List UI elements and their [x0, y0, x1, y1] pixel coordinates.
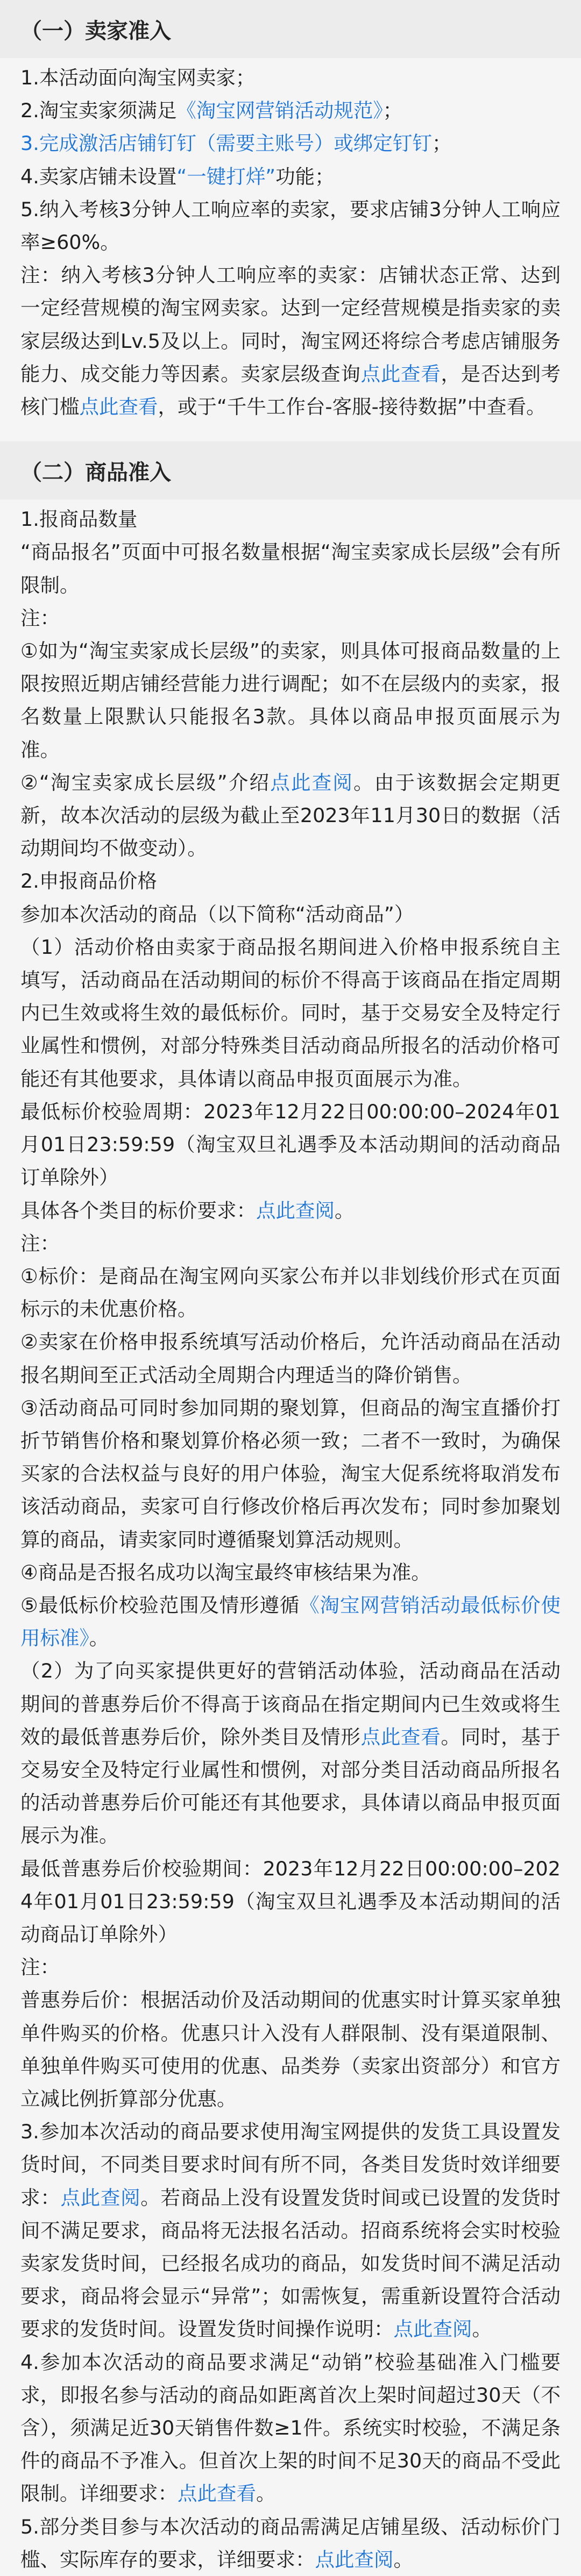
one-click-close-link[interactable]: “一键打烊” [176, 165, 276, 188]
rule-paragraph: 参加本次活动的商品（以下简称“活动商品”） [20, 902, 414, 926]
rule-paragraph: 具体各个类目的标价要求：点此查阅。 [20, 1198, 355, 1222]
rule-paragraph: 2.申报商品价格 [20, 869, 157, 893]
rule-paragraph: 1.本活动面向淘宝网卖家； [20, 66, 256, 89]
rule-paragraph: ⑤最低标价校验范围及情形遵循《淘宝网营销活动最低标价使用标准》。 [20, 1593, 561, 1650]
section-title-seller-admission: （一）卖家准入 [0, 0, 581, 58]
activate-dingtalk-link[interactable]: 3.完成激活店铺钉钉（需要主账号）或绑定钉钉 [20, 132, 432, 155]
marketing-rules-link[interactable]: 《淘宝网营销活动规范》 [176, 99, 383, 123]
rule-paragraph: 普惠券后价：根据活动价及活动期间的优惠实时计算买家单独单件购买的价格。优惠只计入没有人群限制、没有渠道限制、单独单件购买可使用的优惠、品类券（卖家出资部分）和官方立减比例折算部分优惠。 [20, 1988, 561, 2110]
rule-paragraph: 最低普惠券后价校验期间：2023年12月22日00:00:00–2024年01月01日23:59:59（淘宝双旦礼遇季及本活动期间的活动商品订单除外） [20, 1857, 561, 1946]
rule-paragraph: ②“淘宝卖家成长层级”介绍点此查阅。由于该数据会定期更新，故本次活动的层级为截止至2023年11月30日的数据（活动期间均不做变动）。 [20, 770, 561, 860]
rule-paragraph: 2.淘宝卖家须满足《淘宝网营销活动规范》； [20, 99, 403, 123]
excluded-categories-link[interactable]: 点此查看 [360, 1725, 441, 1749]
shipping-time-link[interactable]: 点此查阅 [60, 2186, 141, 2209]
rule-paragraph: ①标价：是商品在淘宝网向买家公布并以非划线价形式在页面标示的未优惠价格。 [20, 1264, 561, 1321]
rule-paragraph: ③活动商品可同时参加同期的聚划算，但商品的淘宝直播价打折节销售价格和聚划算价格必须一致；二者不一致时，为确保买家的合法权益与良好的用户体验，淘宝大促系统将取消发布该活动商品，卖家可自行修改价格后再次发布；同时参加聚划算的商品，请卖家同时遵循聚划算活动规则。 [20, 1396, 561, 1551]
rule-paragraph: （1）活动价格由卖家于商品报名期间进入价格申报系统自主填写，活动商品在活动期间的标价不得高于该商品在指定周期内已生效或将生效的最低标价。同时，基于交易安全及特定行业属性和惯例，对部分特殊类目活动商品所报名的活动价格可能还有其他要求，具体请以商品申报页面展示为准。 [20, 935, 561, 1090]
section-title-product-admission: （二）商品准入 [0, 441, 581, 499]
product-admission-content [0, 499, 581, 2576]
rule-paragraph: 注： [20, 1956, 60, 1979]
rule-paragraph: 4.卖家店铺未设置“一键打烊”功能； [20, 165, 335, 188]
category-price-link[interactable]: 点此查阅 [256, 1198, 335, 1222]
sales-requirement-link[interactable]: 点此查看 [178, 2482, 256, 2506]
rule-paragraph: ④商品是否报名成功以淘宝最终审核结果为准。 [20, 1560, 431, 1584]
rule-paragraph: 3.参加本次活动的商品要求使用淘宝网提供的发货工具设置发货时间，不同类目要求时间有所不同，各类目发货时效详细要求：点此查阅。若商品上没有设置发货时间或已设置的发货时间不满足要求，商品将无法报名活动。招商系统将会实时校验卖家发货时间，已经报名成功的商品，如发货时间不满足活动要求，商品将会显示“异常”；如需恢复，需重新设置符合活动要求的发货时间。设置发货时间操作说明：点此查阅。 [20, 2120, 561, 2341]
rule-paragraph: 1.报商品数量 [20, 508, 138, 531]
rule-paragraph: 最低标价校验周期：2023年12月22日00:00:00–2024年01月01日23:59:59（淘宝双旦礼遇季及本活动期间的活动商品订单除外） [20, 1100, 561, 1189]
seller-admission-content [0, 58, 581, 423]
lowest-price-standard-link[interactable]: 《淘宝网营销活动最低标价使用标准》 [20, 1593, 561, 1650]
rule-paragraph: 5.部分类目参与本次活动的商品需满足店铺星级、活动标价门槛、实际库存的要求，详细要求：点此查阅。 [20, 2515, 561, 2571]
threshold-view-link[interactable]: 点此查看 [79, 395, 158, 419]
rule-paragraph: “商品报名”页面中可报名数量根据“淘宝卖家成长层级”会有所限制。 [20, 540, 561, 597]
rule-paragraph: 5.纳入考核3分钟人工响应率的卖家，要求店铺3分钟人工响应率≥60%。 [20, 197, 561, 254]
rule-paragraph: （2）为了向买家提供更好的营销活动体验，活动商品在活动期间的普惠券后价不得高于该商品在指定期间内已生效或将生效的最低普惠券后价，除外类目及情形点此查看。同时，基于交易安全及特定行业属性和惯例，对部分类目活动商品所报名的活动普惠券后价可能还有其他要求，具体请以商品申报页面展示为准。 [20, 1659, 561, 1847]
category-requirement-link[interactable]: 点此查阅 [315, 2548, 394, 2571]
rule-paragraph: 注： [20, 1231, 60, 1255]
growth-level-intro-link[interactable]: 点此查阅 [270, 770, 354, 794]
rule-paragraph: ②卖家在价格申报系统填写活动价格后，允许活动商品在活动报名期间至正式活动全周期合内理适当的降价销售。 [20, 1330, 561, 1387]
rule-paragraph: ①如为“淘宝卖家成长层级”的卖家，则具体可报商品数量的上限按照近期店铺经营能力进行调配；如不在层级内的卖家，报名数量上限默认只能报名3款。具体以商品申报页面展示为准。 [20, 639, 561, 761]
rule-paragraph: 注： [20, 606, 60, 630]
rule-paragraph: 4.参加本次活动的商品要求满足“动销”校验基础准入门槛要求，即报名参与活动的商品如距离首次上架时间超过30天（不含），须满足近30天销售件数≥1件。系统实时校验，不满足条件的商品不予准入。但首次上架的时间不足30天的商品不受此限制。详细要求：点此查看。 [20, 2350, 561, 2506]
rule-note: 注：纳入考核3分钟人工响应率的卖家：店铺状态正常、达到一定经营规模的淘宝网卖家。达到一定经营规模是指卖家的卖家层级达到Lv.5及以上。同时，淘宝网还将综合考虑店铺服务能力、成交能力等因素。卖家层级查询点此查看，是否达到考核门槛点此查看，或于“千牛工作台-客服-接待数据”中查看。 [20, 263, 561, 419]
shipping-setup-guide-link[interactable]: 点此查阅 [393, 2317, 472, 2341]
rule-paragraph: 3.完成激活店铺钉钉（需要主账号）或绑定钉钉； [20, 132, 452, 155]
seller-level-view-link[interactable]: 点此查看 [360, 362, 441, 386]
